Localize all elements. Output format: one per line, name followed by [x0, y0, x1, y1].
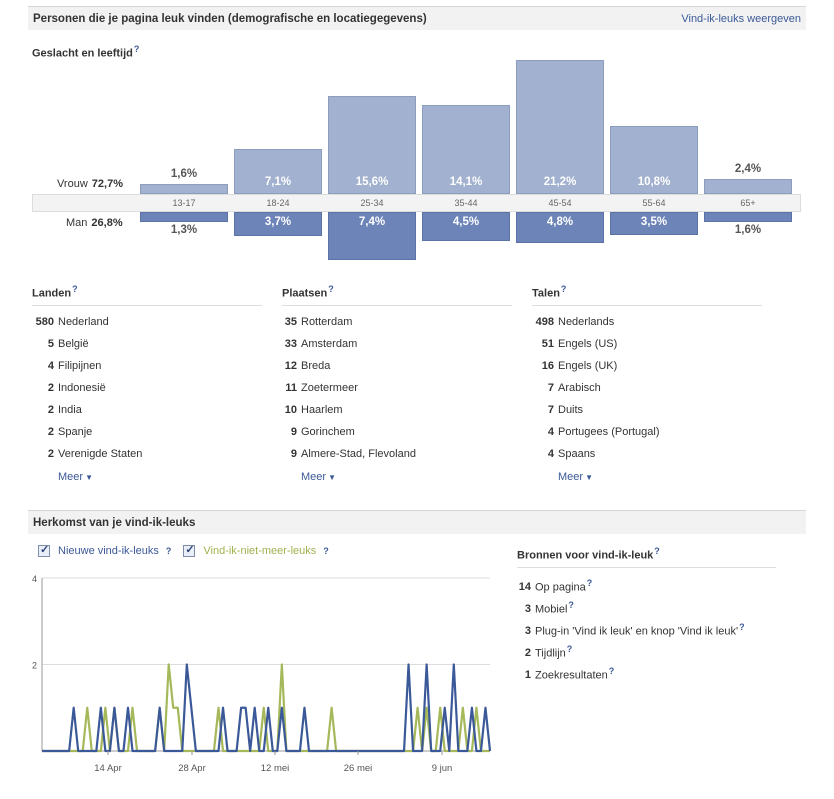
male-percent: 4,5% [452, 216, 480, 228]
female-percent: 1,6% [170, 167, 198, 180]
countries-list [32, 311, 262, 465]
likes-line-chart [30, 570, 495, 780]
unlikes-label[interactable]: Vind-ik-niet-meer-leuks [203, 545, 317, 557]
help-icon[interactable]: ? [323, 546, 329, 556]
languages-header [532, 284, 762, 306]
more-label[interactable]: Meer [301, 470, 327, 483]
item-name: Portugees (Portugal) [558, 425, 660, 438]
item-count: 4 [47, 359, 54, 372]
item-name: Tijdlijn [535, 647, 566, 660]
list-item [517, 594, 776, 616]
male-percent: 1,6% [734, 224, 762, 237]
item-count: 9 [290, 447, 297, 460]
item-count: 1 [524, 669, 531, 682]
item-name: Nederlands [558, 315, 615, 328]
male-total: 26,8% [91, 217, 123, 229]
demographics-title: Personen die je pagina leuk vinden (demografische en locatiegegevens) [33, 12, 427, 25]
item-name: Gorinchem [301, 425, 355, 438]
male-bar [704, 212, 792, 222]
item-name: Indonesië [58, 381, 106, 394]
item-count: 7 [547, 403, 554, 416]
more-label[interactable]: Meer [58, 470, 84, 483]
item-name: Zoekresultaten [535, 669, 608, 682]
female-bar [704, 179, 792, 194]
female-bar [140, 184, 228, 194]
item-count: 580 [35, 315, 54, 328]
female-percent: 7,1% [264, 176, 292, 188]
age-range-label: 55-64 [642, 198, 666, 208]
item-name: India [58, 403, 82, 416]
caret-down-icon: ▼ [328, 472, 336, 482]
gender-age-title [32, 44, 139, 60]
age-range-label: 65+ [740, 198, 756, 208]
list-item [32, 355, 262, 377]
item-count: 16 [541, 359, 554, 372]
item-count: 498 [535, 315, 554, 328]
item-count: 2 [47, 403, 54, 416]
countries-header [32, 284, 262, 306]
help-icon[interactable]: ? [560, 284, 567, 294]
cities-list [282, 311, 512, 465]
help-icon[interactable]: ? [568, 599, 574, 610]
male-label [66, 217, 123, 229]
list-item [517, 660, 776, 682]
languages-more-link[interactable] [558, 471, 762, 483]
list-item [32, 311, 262, 333]
item-name: Engels (US) [558, 337, 618, 350]
help-icon[interactable]: ? [739, 621, 745, 632]
languages-list [532, 311, 762, 465]
male-percent: 3,7% [264, 216, 292, 228]
list-item [532, 355, 762, 377]
female-label [57, 178, 123, 190]
item-count: 2 [47, 381, 54, 394]
female-percent: 2,4% [734, 162, 762, 175]
item-count: 3 [524, 625, 531, 638]
item-name: Rotterdam [301, 315, 353, 328]
y-tick-label: 2 [31, 660, 37, 671]
item-name: Almere-Stad, Flevoland [301, 447, 416, 460]
item-count: 35 [284, 315, 297, 328]
list-item [517, 638, 776, 660]
list-item [282, 333, 512, 355]
age-range-label: 45-54 [548, 198, 572, 208]
help-icon[interactable]: ? [654, 546, 660, 556]
item-count: 51 [541, 337, 554, 350]
list-item [532, 311, 762, 333]
item-name: België [58, 337, 89, 350]
list-item [532, 443, 762, 465]
list-item [32, 443, 262, 465]
y-tick-label: 4 [31, 574, 37, 584]
list-item [532, 333, 762, 355]
item-name: Spaans [558, 447, 596, 460]
item-name: Op pagina [535, 581, 586, 594]
countries-more-link[interactable] [58, 471, 262, 483]
list-item [32, 421, 262, 443]
male-label-text: Man [66, 217, 88, 229]
list-item [32, 377, 262, 399]
item-count: 5 [47, 337, 54, 350]
item-name: Breda [301, 359, 331, 372]
list-item [32, 399, 262, 421]
sources-list [517, 572, 776, 682]
item-count: 3 [524, 603, 531, 616]
item-name: Mobiel [535, 603, 568, 616]
female-percent: 10,8% [637, 176, 671, 188]
chart-legend [38, 545, 329, 557]
item-count: 11 [285, 381, 297, 394]
female-label-text: Vrouw [57, 178, 88, 190]
help-icon[interactable]: ? [608, 665, 615, 676]
male-percent: 3,5% [640, 216, 668, 228]
view-likes-link[interactable]: Vind-ik-leuks weergeven [681, 12, 801, 25]
item-count: 2 [47, 447, 54, 460]
age-range-label: 13-17 [172, 198, 196, 208]
help-icon[interactable]: ? [586, 577, 593, 588]
item-name: Verenigde Staten [58, 447, 143, 460]
countries-column [32, 284, 262, 483]
item-name: Haarlem [301, 403, 343, 416]
item-count: 4 [547, 425, 554, 438]
female-percent: 15,6% [355, 176, 389, 188]
age-range-label: 35-44 [454, 198, 478, 208]
item-count: 7 [547, 381, 554, 394]
list-item [32, 333, 262, 355]
cities-column [282, 284, 512, 483]
languages-column [532, 284, 762, 483]
item-count: 10 [284, 403, 297, 416]
cities-header [282, 284, 512, 306]
help-icon[interactable]: ? [72, 284, 78, 294]
age-range-label: 25-34 [360, 198, 384, 208]
item-count: 14 [518, 581, 531, 594]
item-name: Duits [558, 403, 584, 416]
caret-down-icon: ▼ [585, 472, 593, 482]
help-icon[interactable]: ? [165, 546, 172, 556]
list-item [532, 377, 762, 399]
item-count: 4 [547, 447, 554, 460]
list-item [282, 355, 512, 377]
origin-title: Herkomst van je vind-ik-leuks [33, 516, 196, 529]
cities-more-link[interactable] [301, 471, 512, 483]
sources-header [517, 546, 776, 568]
female-bar [516, 60, 604, 194]
item-count: 2 [47, 425, 54, 438]
x-tick-label: 26 mei [343, 763, 373, 774]
item-name: Nederland [58, 315, 109, 328]
list-item [282, 399, 512, 421]
male-percent: 4,8% [546, 216, 574, 228]
unlikes-checkbox[interactable] [183, 545, 195, 557]
list-item [517, 572, 776, 594]
female-total: 72,7% [91, 178, 123, 190]
x-tick-label: 14 Apr [94, 763, 122, 774]
x-tick-label: 9 jun [431, 763, 453, 774]
female-percent: 14,1% [449, 176, 483, 188]
male-bar [140, 212, 228, 222]
list-item [282, 421, 512, 443]
item-count: 9 [290, 425, 297, 438]
help-icon[interactable]: ? [328, 284, 334, 294]
caret-down-icon: ▼ [85, 472, 93, 482]
item-name: Plug-in 'Vind ik leuk' en knop 'Vind ik leuk' [535, 625, 739, 638]
new-likes-checkbox[interactable] [38, 545, 50, 557]
list-item [282, 377, 512, 399]
item-count: 2 [524, 647, 531, 660]
item-name: Arabisch [558, 381, 601, 394]
item-name: Zoetermeer [301, 381, 358, 394]
item-name: Engels (UK) [558, 359, 618, 372]
item-name: Spanje [58, 425, 93, 438]
gender-age-title-text: Geslacht en leeftijd [32, 47, 133, 60]
age-range-label: 18-24 [266, 198, 290, 208]
male-percent: 7,4% [358, 216, 386, 228]
item-name: Filipijnen [58, 359, 102, 372]
female-percent: 21,2% [543, 176, 577, 188]
languages-title: Talen [532, 287, 560, 300]
more-label[interactable]: Meer [558, 470, 584, 483]
new-likes-label[interactable]: Nieuwe vind-ik-leuks [58, 545, 159, 557]
sources-title: Bronnen voor vind-ik-leuk [517, 549, 654, 562]
list-item [282, 311, 512, 333]
male-percent: 1,3% [170, 224, 198, 236]
list-item [517, 616, 776, 638]
item-count: 12 [284, 359, 297, 372]
sources-panel [517, 546, 776, 682]
help-icon[interactable]: ? [133, 44, 140, 54]
list-item [532, 421, 762, 443]
countries-title: Landen [32, 287, 72, 300]
help-icon[interactable]: ? [566, 643, 573, 654]
x-tick-label: 12 mei [260, 763, 290, 774]
demographics-header [28, 6, 806, 30]
list-item [532, 399, 762, 421]
item-count: 33 [284, 337, 297, 350]
origin-header [28, 510, 806, 534]
x-tick-label: 28 Apr [178, 763, 206, 774]
cities-title: Plaatsen [282, 287, 328, 300]
list-item [282, 443, 512, 465]
item-name: Amsterdam [301, 337, 358, 350]
